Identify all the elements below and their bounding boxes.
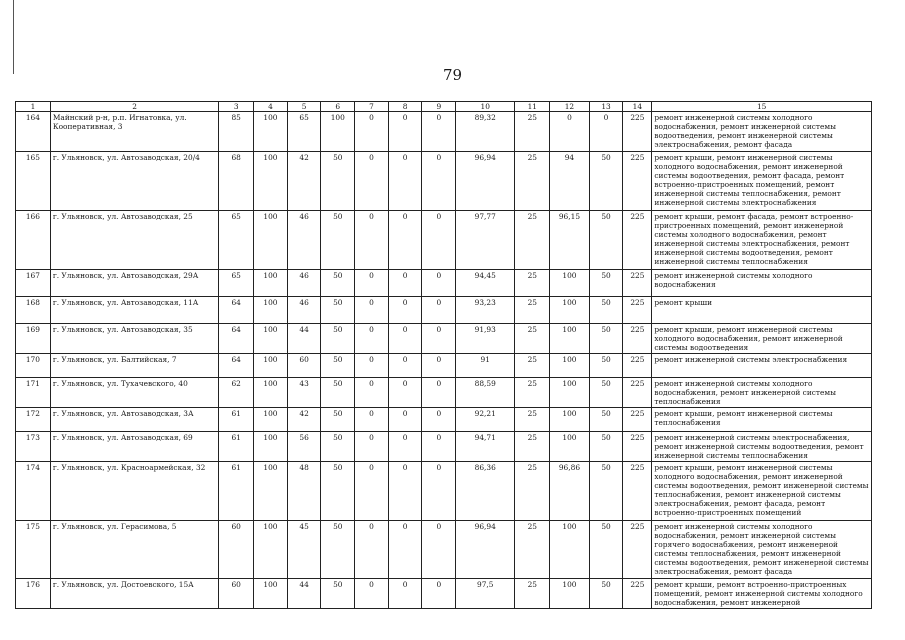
address-cell: г. Ульяновск, ул. Балтийская, 7 — [50, 354, 218, 378]
value-cell: 50 — [589, 462, 623, 521]
value-cell: 88,59 — [456, 378, 515, 408]
value-cell: 93,23 — [456, 297, 515, 324]
table-row — [16, 211, 872, 270]
value-cell: 0 — [422, 152, 456, 211]
value-cell: 0 — [422, 462, 456, 521]
value-cell: 0 — [422, 578, 456, 608]
value-cell: 46 — [287, 297, 321, 324]
col-header: 8 — [388, 102, 422, 112]
row-number-cell: 176 — [16, 578, 51, 608]
works-description-cell: ремонт крыши, ремонт инженерной системы теплоснабжения — [652, 408, 872, 432]
value-cell: 100 — [550, 578, 589, 608]
value-cell: 0 — [388, 521, 422, 578]
value-cell: 225 — [623, 521, 652, 578]
value-cell: 0 — [355, 521, 389, 578]
value-cell: 0 — [422, 324, 456, 354]
page-number: 79 — [442, 66, 463, 84]
col-header: 4 — [254, 102, 288, 112]
address-cell: г. Ульяновск, ул. Автозаводская, 20/4 — [50, 152, 218, 211]
value-cell: 50 — [589, 297, 623, 324]
value-cell: 25 — [515, 152, 550, 211]
value-cell: 50 — [589, 408, 623, 432]
value-cell: 25 — [515, 408, 550, 432]
value-cell: 25 — [515, 297, 550, 324]
value-cell: 50 — [589, 354, 623, 378]
value-cell: 25 — [515, 432, 550, 462]
value-cell: 96,86 — [550, 462, 589, 521]
value-cell: 100 — [254, 297, 288, 324]
value-cell: 225 — [623, 324, 652, 354]
works-description-cell: ремонт крыши, ремонт фасада, ремонт встроенно-пристроенных помещений, ремонт инженерной системы холодного водоснабжения, ремонт инженерной системы электроснабжения, ремонт инженерной системы водоотведения, ремонт инженерной системы теплоснабжения — [652, 211, 872, 270]
value-cell: 50 — [321, 211, 355, 270]
table-row — [16, 270, 872, 297]
value-cell: 0 — [388, 270, 422, 297]
page-edge-line — [13, 0, 14, 74]
value-cell: 100 — [254, 408, 288, 432]
works-description-cell: ремонт инженерной системы холодного водоснабжения, ремонт инженерной системы теплоснабжения — [652, 378, 872, 408]
value-cell: 0 — [355, 324, 389, 354]
value-cell: 0 — [388, 324, 422, 354]
value-cell: 225 — [623, 112, 652, 152]
value-cell: 94 — [550, 152, 589, 211]
value-cell: 25 — [515, 354, 550, 378]
row-number-cell: 175 — [16, 521, 51, 578]
value-cell: 60 — [219, 578, 254, 608]
value-cell: 85 — [219, 112, 254, 152]
value-cell: 25 — [515, 578, 550, 608]
table-body — [16, 112, 872, 609]
col-header: 7 — [355, 102, 389, 112]
value-cell: 225 — [623, 152, 652, 211]
value-cell: 0 — [388, 297, 422, 324]
value-cell: 100 — [254, 462, 288, 521]
value-cell: 65 — [287, 112, 321, 152]
value-cell: 225 — [623, 462, 652, 521]
table-row — [16, 112, 872, 152]
value-cell: 0 — [422, 297, 456, 324]
value-cell: 50 — [589, 211, 623, 270]
value-cell: 61 — [219, 408, 254, 432]
value-cell: 0 — [422, 112, 456, 152]
works-description-cell: ремонт крыши, ремонт инженерной системы холодного водоснабжения, ремонт инженерной системы водоотведения, ремонт инженерной системы теплоснабжения, ремонт инженерной системы электроснабжения, ремонт фасада, ремонт встроенно-пристроенных помещений — [652, 462, 872, 521]
value-cell: 225 — [623, 408, 652, 432]
value-cell: 50 — [321, 354, 355, 378]
address-cell: г. Ульяновск, ул. Красноармейская, 32 — [50, 462, 218, 521]
value-cell: 0 — [355, 152, 389, 211]
row-number-cell: 164 — [16, 112, 51, 152]
value-cell: 225 — [623, 432, 652, 462]
value-cell: 50 — [589, 432, 623, 462]
value-cell: 50 — [321, 297, 355, 324]
col-header: 12 — [550, 102, 589, 112]
table-row — [16, 378, 872, 408]
row-number-cell: 171 — [16, 378, 51, 408]
value-cell: 0 — [422, 211, 456, 270]
address-cell: г. Ульяновск, ул. Достоевского, 15А — [50, 578, 218, 608]
value-cell: 100 — [254, 152, 288, 211]
value-cell: 0 — [388, 354, 422, 378]
value-cell: 100 — [254, 112, 288, 152]
value-cell: 50 — [321, 378, 355, 408]
value-cell: 44 — [287, 324, 321, 354]
value-cell: 48 — [287, 462, 321, 521]
value-cell: 91,93 — [456, 324, 515, 354]
col-header: 2 — [50, 102, 218, 112]
value-cell: 50 — [321, 462, 355, 521]
value-cell: 50 — [321, 324, 355, 354]
value-cell: 0 — [388, 408, 422, 432]
table-row — [16, 297, 872, 324]
value-cell: 100 — [550, 354, 589, 378]
col-header: 9 — [422, 102, 456, 112]
value-cell: 50 — [321, 408, 355, 432]
value-cell: 0 — [422, 521, 456, 578]
value-cell: 0 — [422, 378, 456, 408]
value-cell: 100 — [254, 578, 288, 608]
value-cell: 0 — [355, 462, 389, 521]
table-row — [16, 408, 872, 432]
value-cell: 225 — [623, 578, 652, 608]
value-cell: 100 — [254, 521, 288, 578]
value-cell: 65 — [219, 270, 254, 297]
value-cell: 96,94 — [456, 152, 515, 211]
address-cell: г. Ульяновск, ул. Герасимова, 5 — [50, 521, 218, 578]
value-cell: 0 — [388, 378, 422, 408]
works-table — [15, 101, 872, 609]
value-cell: 0 — [422, 270, 456, 297]
value-cell: 0 — [589, 112, 623, 152]
value-cell: 42 — [287, 152, 321, 211]
value-cell: 61 — [219, 432, 254, 462]
table-row — [16, 354, 872, 378]
works-description-cell: ремонт инженерной системы электроснабжения, ремонт инженерной системы водоотведения, ремонт инженерной системы теплоснабжения — [652, 432, 872, 462]
value-cell: 46 — [287, 211, 321, 270]
value-cell: 45 — [287, 521, 321, 578]
row-number-cell: 166 — [16, 211, 51, 270]
value-cell: 0 — [388, 211, 422, 270]
row-number-cell: 165 — [16, 152, 51, 211]
value-cell: 0 — [355, 408, 389, 432]
table-row — [16, 432, 872, 462]
works-description-cell: ремонт инженерной системы электроснабжения — [652, 354, 872, 378]
table-row — [16, 152, 872, 211]
value-cell: 25 — [515, 112, 550, 152]
value-cell: 0 — [355, 211, 389, 270]
value-cell: 100 — [254, 378, 288, 408]
works-description-cell: ремонт крыши, ремонт инженерной системы холодного водоснабжения, ремонт инженерной системы водоотведения, ремонт фасада, ремонт встроенно-пристроенных помещений, ремонт инженерной системы теплоснабжения, ремонт инженерной системы электроснабжения — [652, 152, 872, 211]
value-cell: 100 — [254, 432, 288, 462]
value-cell: 50 — [589, 378, 623, 408]
value-cell: 94,45 — [456, 270, 515, 297]
value-cell: 100 — [321, 112, 355, 152]
value-cell: 0 — [388, 462, 422, 521]
value-cell: 25 — [515, 378, 550, 408]
works-description-cell: ремонт инженерной системы холодного водоснабжения, ремонт инженерной системы водоотведения, ремонт инженерной системы электроснабжения, ремонт фасада — [652, 112, 872, 152]
value-cell: 86,36 — [456, 462, 515, 521]
value-cell: 64 — [219, 324, 254, 354]
value-cell: 100 — [550, 324, 589, 354]
value-cell: 0 — [355, 432, 389, 462]
value-cell: 42 — [287, 408, 321, 432]
address-cell: Майнский р-н, р.п. Игнатовка, ул. Кооперативная, 3 — [50, 112, 218, 152]
value-cell: 0 — [355, 578, 389, 608]
col-header: 14 — [623, 102, 652, 112]
value-cell: 100 — [550, 408, 589, 432]
value-cell: 100 — [254, 211, 288, 270]
value-cell: 0 — [355, 297, 389, 324]
table-row — [16, 462, 872, 521]
address-cell: г. Ульяновск, ул. Автозаводская, 69 — [50, 432, 218, 462]
works-description-cell: ремонт крыши — [652, 297, 872, 324]
address-cell: г. Ульяновск, ул. Автозаводская, 11А — [50, 297, 218, 324]
value-cell: 25 — [515, 270, 550, 297]
value-cell: 100 — [550, 378, 589, 408]
value-cell: 50 — [321, 152, 355, 211]
row-number-cell: 169 — [16, 324, 51, 354]
address-cell: г. Ульяновск, ул. Автозаводская, 3А — [50, 408, 218, 432]
address-cell: г. Ульяновск, ул. Автозаводская, 29А — [50, 270, 218, 297]
value-cell: 100 — [550, 432, 589, 462]
value-cell: 100 — [254, 270, 288, 297]
header-row — [16, 102, 872, 112]
value-cell: 0 — [355, 270, 389, 297]
works-description-cell: ремонт инженерной системы холодного водоснабжения — [652, 270, 872, 297]
row-number-cell: 173 — [16, 432, 51, 462]
value-cell: 0 — [355, 112, 389, 152]
value-cell: 225 — [623, 270, 652, 297]
value-cell: 50 — [589, 578, 623, 608]
col-header: 6 — [321, 102, 355, 112]
value-cell: 100 — [550, 297, 589, 324]
value-cell: 0 — [355, 378, 389, 408]
value-cell: 25 — [515, 462, 550, 521]
value-cell: 44 — [287, 578, 321, 608]
value-cell: 60 — [287, 354, 321, 378]
col-header: 13 — [589, 102, 623, 112]
value-cell: 50 — [321, 432, 355, 462]
value-cell: 25 — [515, 324, 550, 354]
value-cell: 0 — [422, 354, 456, 378]
address-cell: г. Ульяновск, ул. Автозаводская, 35 — [50, 324, 218, 354]
value-cell: 100 — [254, 324, 288, 354]
value-cell: 56 — [287, 432, 321, 462]
row-number-cell: 172 — [16, 408, 51, 432]
value-cell: 50 — [589, 270, 623, 297]
value-cell: 97,77 — [456, 211, 515, 270]
table-row — [16, 578, 872, 608]
value-cell: 100 — [550, 521, 589, 578]
value-cell: 50 — [589, 521, 623, 578]
col-header: 1 — [16, 102, 51, 112]
works-description-cell: ремонт крыши, ремонт встроенно-пристроенных помещений, ремонт инженерной системы холодного водоснабжения, ремонт инженерной — [652, 578, 872, 608]
value-cell: 43 — [287, 378, 321, 408]
value-cell: 60 — [219, 521, 254, 578]
value-cell: 225 — [623, 211, 652, 270]
value-cell: 50 — [321, 270, 355, 297]
table-row — [16, 521, 872, 578]
value-cell: 64 — [219, 297, 254, 324]
col-header: 10 — [456, 102, 515, 112]
value-cell: 25 — [515, 521, 550, 578]
value-cell: 89,32 — [456, 112, 515, 152]
table-row — [16, 324, 872, 354]
value-cell: 96,15 — [550, 211, 589, 270]
value-cell: 100 — [550, 270, 589, 297]
value-cell: 0 — [388, 112, 422, 152]
value-cell: 0 — [550, 112, 589, 152]
address-cell: г. Ульяновск, ул. Тухачевского, 40 — [50, 378, 218, 408]
value-cell: 92,21 — [456, 408, 515, 432]
row-number-cell: 168 — [16, 297, 51, 324]
col-header: 15 — [652, 102, 872, 112]
value-cell: 0 — [422, 432, 456, 462]
row-number-cell: 174 — [16, 462, 51, 521]
value-cell: 50 — [321, 521, 355, 578]
value-cell: 97,5 — [456, 578, 515, 608]
value-cell: 25 — [515, 211, 550, 270]
value-cell: 94,71 — [456, 432, 515, 462]
address-cell: г. Ульяновск, ул. Автозаводская, 25 — [50, 211, 218, 270]
value-cell: 64 — [219, 354, 254, 378]
value-cell: 0 — [422, 408, 456, 432]
value-cell: 225 — [623, 354, 652, 378]
value-cell: 0 — [388, 432, 422, 462]
value-cell: 61 — [219, 462, 254, 521]
row-number-cell: 170 — [16, 354, 51, 378]
value-cell: 96,94 — [456, 521, 515, 578]
value-cell: 50 — [589, 152, 623, 211]
value-cell: 68 — [219, 152, 254, 211]
works-description-cell: ремонт инженерной системы холодного водоснабжения, ремонт инженерной системы горячего водоснабжения, ремонт инженерной системы теплоснабжения, ремонт инженерной системы водоотведения, ремонт инженерной системы электроснабжения, ремонт фасада — [652, 521, 872, 578]
value-cell: 91 — [456, 354, 515, 378]
works-description-cell: ремонт крыши, ремонт инженерной системы холодного водоснабжения, ремонт инженерной системы водоотведения — [652, 324, 872, 354]
value-cell: 65 — [219, 211, 254, 270]
value-cell: 50 — [321, 578, 355, 608]
col-header: 11 — [515, 102, 550, 112]
value-cell: 46 — [287, 270, 321, 297]
value-cell: 225 — [623, 297, 652, 324]
value-cell: 225 — [623, 378, 652, 408]
value-cell: 0 — [388, 578, 422, 608]
col-header: 3 — [219, 102, 254, 112]
value-cell: 62 — [219, 378, 254, 408]
row-number-cell: 167 — [16, 270, 51, 297]
value-cell: 0 — [355, 354, 389, 378]
value-cell: 50 — [589, 324, 623, 354]
value-cell: 0 — [388, 152, 422, 211]
col-header: 5 — [287, 102, 321, 112]
value-cell: 100 — [254, 354, 288, 378]
